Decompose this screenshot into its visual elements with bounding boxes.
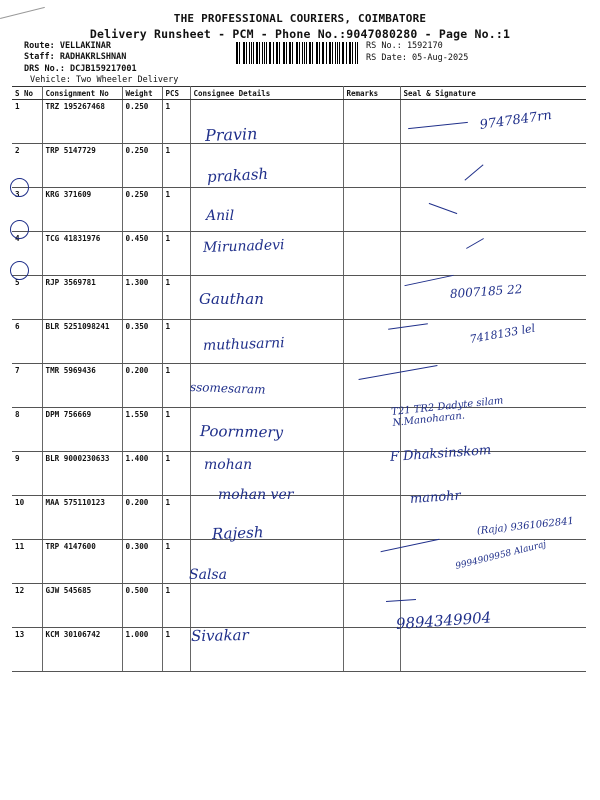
consignment-cell: BLR 9000230633: [42, 452, 122, 496]
signature-cell: [400, 188, 586, 232]
remarks-cell: [343, 232, 400, 276]
consignment-cell: MAA 575110123: [42, 496, 122, 540]
pcs-cell: 1: [162, 496, 190, 540]
runsheet-title: Delivery Runsheet - PCM - Phone No.:9047080280 - Page No.:1: [89, 27, 511, 41]
runsheet-table: [12, 86, 586, 672]
remarks-cell: [343, 628, 400, 672]
handwritten-consignee-name: mohan ver: [218, 487, 294, 504]
handwritten-signature: 8007185 22: [449, 282, 523, 302]
sno-cell: 3: [12, 188, 42, 232]
table-row: [12, 584, 586, 628]
sno-cell: 7: [12, 364, 42, 408]
pcs-cell: 1: [162, 276, 190, 320]
table-row: [12, 320, 586, 364]
col-weight-header: Weight: [122, 87, 162, 100]
pcs-cell: 1: [162, 584, 190, 628]
consignment-cell: KCM 30106742: [42, 628, 122, 672]
weight-cell: 0.350: [122, 320, 162, 364]
col-sno-header: S No: [12, 87, 42, 100]
rs-date: RS Date: 05-Aug-2025: [366, 53, 469, 63]
weight-cell: 0.450: [122, 232, 162, 276]
sno-cell: 9: [12, 452, 42, 496]
remarks-cell: [343, 496, 400, 540]
consignment-cell: TRZ 195267468: [42, 100, 122, 144]
sno-cell: 4: [12, 232, 42, 276]
table-row: [12, 452, 586, 496]
weight-cell: 0.200: [122, 364, 162, 408]
consignment-cell: TMR 5969436: [42, 364, 122, 408]
col-consignment-header: Consignment No: [42, 87, 122, 100]
route-label: Route: VELLAKINAR: [24, 41, 111, 51]
consignment-cell: KRG 371609: [42, 188, 122, 232]
remarks-cell: [343, 188, 400, 232]
pcs-cell: 1: [162, 188, 190, 232]
company-name: THE PROFESSIONAL COURIERS, COIMBATORE: [173, 12, 427, 25]
handwritten-signature: T21 TR2 Dadyte silam N.Manoharan.: [390, 394, 504, 429]
consignment-cell: TCG 41831976: [42, 232, 122, 276]
col-signature-header: Seal & Signature: [400, 87, 586, 100]
handwritten-consignee-name: ssomesaram: [189, 379, 266, 397]
barcode-image: [236, 42, 359, 64]
signature-cell: [400, 144, 586, 188]
remarks-cell: [343, 100, 400, 144]
sno-cell: 12: [12, 584, 42, 628]
signature-cell: [400, 628, 586, 672]
handwritten-consignee-name: Gauthan: [199, 290, 264, 309]
consignment-cell: DPM 756669: [42, 408, 122, 452]
vehicle-label: Vehicle: Two Wheeler Delivery: [30, 75, 179, 85]
col-consignee-header: Consignee Details: [190, 87, 343, 100]
weight-cell: 1.400: [122, 452, 162, 496]
pcs-cell: 1: [162, 320, 190, 364]
handwritten-consignee-name: Anil: [206, 207, 235, 224]
weight-cell: 1.000: [122, 628, 162, 672]
sno-cell: 11: [12, 540, 42, 584]
pcs-cell: 1: [162, 408, 190, 452]
weight-cell: 0.250: [122, 188, 162, 232]
consignment-cell: TRP 4147600: [42, 540, 122, 584]
handwritten-consignee-name: Rajesh: [211, 523, 264, 543]
consignment-cell: GJW 545685: [42, 584, 122, 628]
handwritten-signature: 9994909958 Alauraj: [454, 539, 548, 572]
table-row: [12, 232, 586, 276]
remarks-cell: [343, 320, 400, 364]
circled-row-number: [10, 220, 29, 239]
consignment-cell: BLR 5251098241: [42, 320, 122, 364]
table-header-row: [12, 87, 586, 100]
pcs-cell: 1: [162, 144, 190, 188]
remarks-cell: [343, 540, 400, 584]
drs-number: DRS No.: DCJB159217001: [24, 64, 137, 74]
weight-cell: 0.250: [122, 144, 162, 188]
handwritten-signature: manohr: [409, 488, 462, 508]
table-row: [12, 144, 586, 188]
handwritten-consignee-name: muthusarni: [202, 335, 285, 354]
circled-row-number: [10, 178, 29, 197]
weight-cell: 1.550: [122, 408, 162, 452]
handwritten-consignee-name: Salsa: [189, 566, 227, 583]
col-pcs-header: PCS: [162, 87, 190, 100]
weight-cell: 1.300: [122, 276, 162, 320]
handwritten-consignee-name: mohan: [204, 457, 253, 474]
weight-cell: 0.200: [122, 496, 162, 540]
remarks-cell: [343, 584, 400, 628]
pcs-cell: 1: [162, 232, 190, 276]
consignment-cell: TRP 5147729: [42, 144, 122, 188]
pcs-cell: 1: [162, 364, 190, 408]
sno-cell: 5: [12, 276, 42, 320]
pcs-cell: 1: [162, 100, 190, 144]
weight-cell: 0.500: [122, 584, 162, 628]
handwritten-signature: (Raja) 9361062841: [476, 515, 575, 537]
handwritten-consignee-name: prakash: [206, 164, 269, 186]
handwritten-signature: 9894349904: [395, 607, 492, 633]
weight-cell: 0.250: [122, 100, 162, 144]
remarks-cell: [343, 144, 400, 188]
pcs-cell: 1: [162, 452, 190, 496]
handwritten-consignee-name: Mirunadevi: [202, 237, 285, 257]
handwritten-signature: 9747847rn: [478, 107, 553, 133]
sno-cell: 2: [12, 144, 42, 188]
handwritten-signature: F Dhaksinskom: [389, 443, 492, 466]
table-row: [12, 628, 586, 672]
staff-label: Staff: RADHAKRLSHNAN: [24, 52, 127, 62]
sno-cell: 8: [12, 408, 42, 452]
sno-cell: 6: [12, 320, 42, 364]
consignee-cell: [190, 584, 343, 628]
sno-cell: 13: [12, 628, 42, 672]
sno-cell: 10: [12, 496, 42, 540]
sno-cell: 1: [12, 100, 42, 144]
rs-number: RS No.: 1592170: [366, 41, 443, 51]
handwritten-signature: 7418133 lel: [468, 321, 537, 346]
consignment-cell: RJP 3569781: [42, 276, 122, 320]
table-row: [12, 188, 586, 232]
weight-cell: 0.300: [122, 540, 162, 584]
col-remarks-header: Remarks: [343, 87, 400, 100]
handwritten-consignee-name: Pravin: [204, 124, 258, 145]
pcs-cell: 1: [162, 540, 190, 584]
handwritten-consignee-name: Poornmery: [199, 421, 284, 442]
remarks-cell: [343, 276, 400, 320]
handwritten-consignee-name: Sivakar: [190, 625, 249, 645]
remarks-cell: [343, 364, 400, 408]
signature-cell: [400, 232, 586, 276]
pcs-cell: 1: [162, 628, 190, 672]
